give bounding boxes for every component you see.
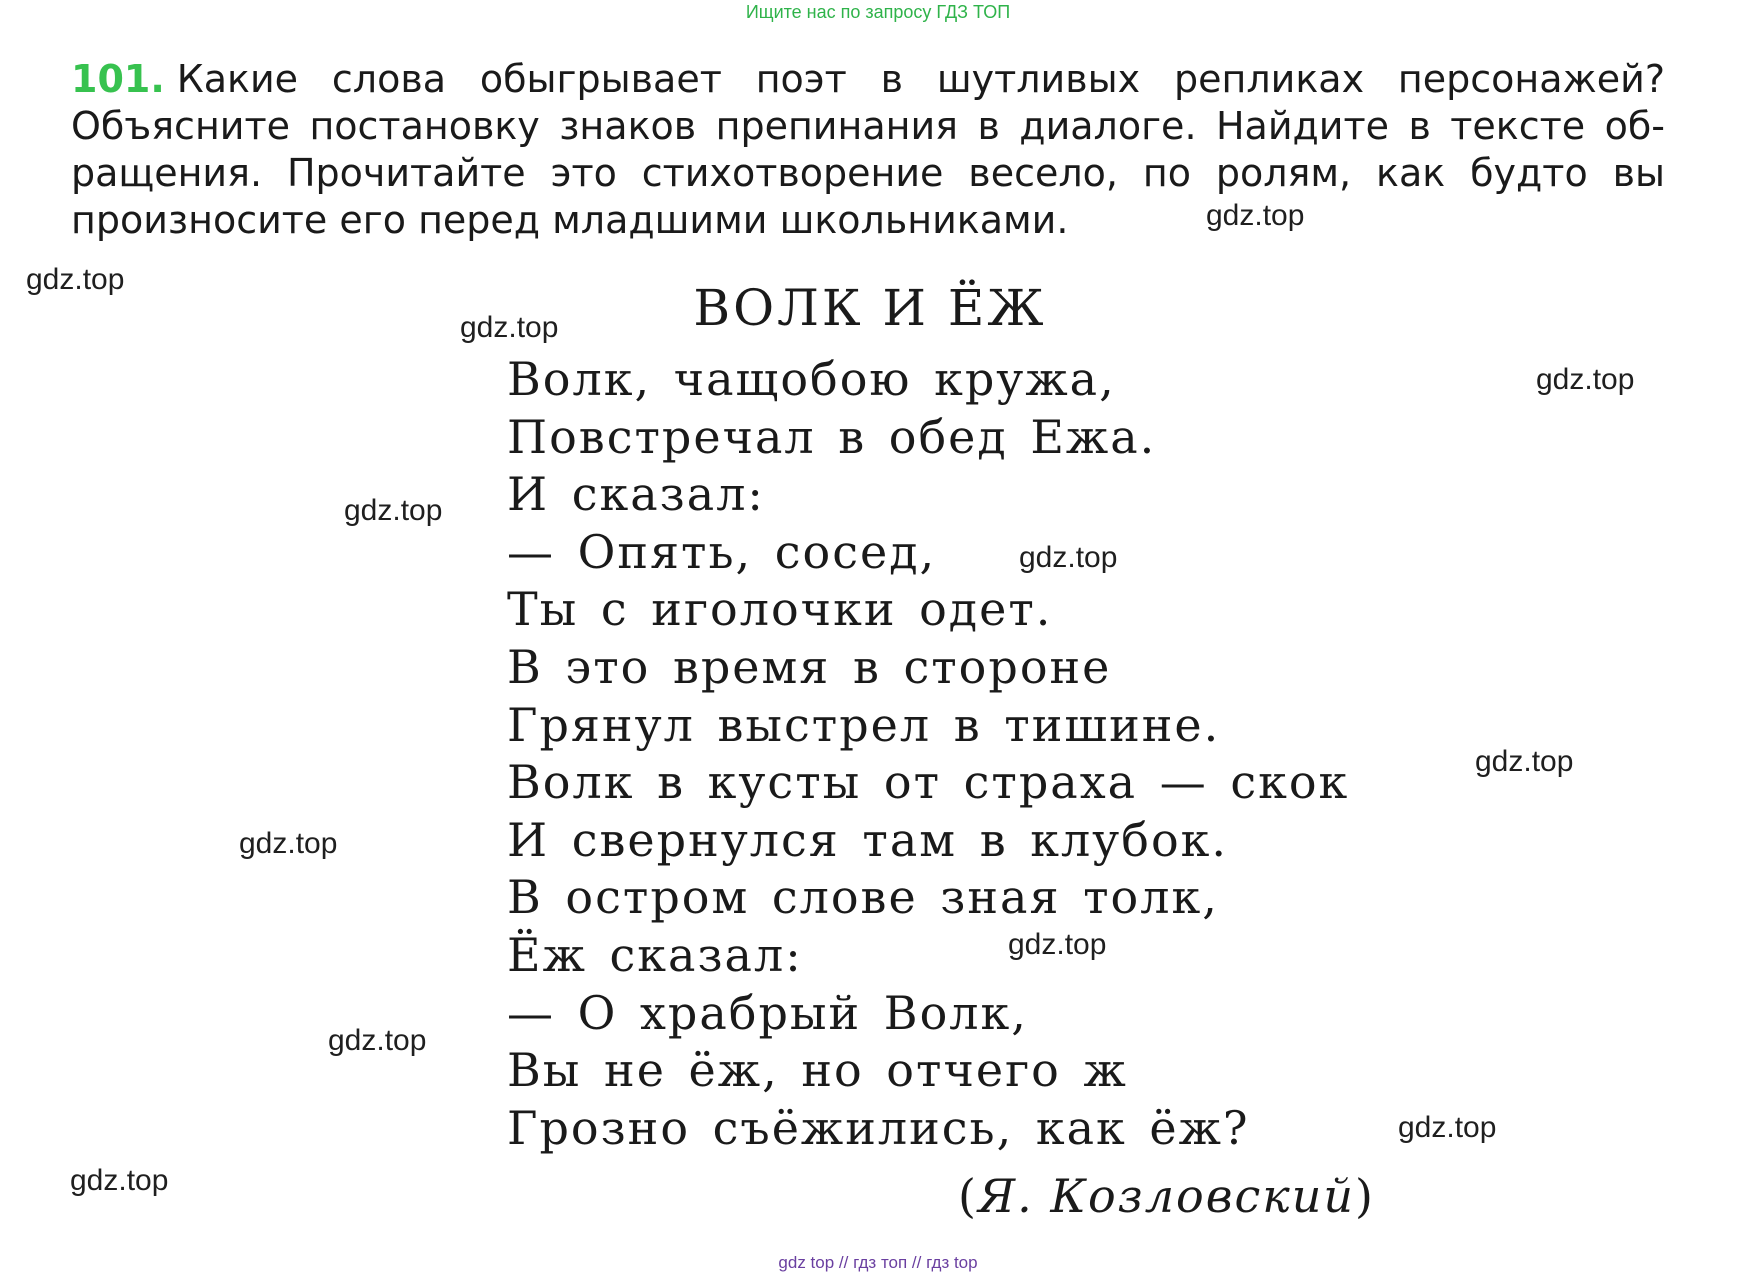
- watermark: gdz.top: [328, 1024, 427, 1057]
- watermark: gdz.top: [1206, 199, 1305, 232]
- poem-body: [507, 351, 1349, 1157]
- poem-line: Ты с иголочки одет.: [507, 582, 1053, 637]
- watermark: gdz.top: [1008, 928, 1107, 961]
- watermark: gdz.top: [1398, 1111, 1497, 1144]
- poem-line: — Опять, сосед,: [507, 524, 937, 579]
- top-banner: Ищите нас по запросу ГДЗ ТОП: [745, 2, 1011, 22]
- poem-line: В остром слове зная толк,: [507, 870, 1219, 925]
- poem-line: Волк, чащобою кружа,: [507, 352, 1116, 406]
- poem-line: Волк в кусты от страха — скок: [507, 755, 1350, 810]
- poem-line: В это время в стороне: [507, 639, 1112, 694]
- task-line-4: произносите его перед младшими школьниками.: [71, 198, 1069, 242]
- author-name: Я. Козловский: [977, 1169, 1355, 1223]
- watermark: gdz.top: [1019, 541, 1118, 574]
- poem-line: Ёж сказал:: [507, 927, 803, 982]
- poem-line: Грянул выстрел в тишине.: [507, 697, 1221, 752]
- watermark: gdz.top: [239, 827, 338, 860]
- poem-title: ВОЛК И ЁЖ: [693, 279, 1047, 337]
- task-line-1: [71, 56, 1665, 103]
- task-text: [71, 56, 1665, 244]
- poem-line: — О храбрый Волк,: [507, 985, 1028, 1040]
- task-line-3: ращения. Прочитайте это стихотворение весело, по ролям, как будто вы: [71, 151, 1665, 195]
- poem-line: Повстречал в обед Ежа.: [507, 409, 1157, 464]
- watermark: gdz.top: [1536, 363, 1635, 396]
- watermark: gdz.top: [26, 263, 125, 296]
- watermark: gdz.top: [70, 1164, 169, 1197]
- author-paren-open: (: [958, 1169, 978, 1223]
- watermark: gdz.top: [1475, 745, 1574, 778]
- task-line-2: Объясните постановку знаков препинания в диалоге. Найдите в тексте об-: [71, 104, 1665, 148]
- poem-line: Грозно съёжились, как ёж?: [507, 1100, 1250, 1155]
- poem-line: И сказал:: [507, 467, 765, 522]
- poem-line: И свернулся там в клубок.: [507, 812, 1229, 867]
- poem-line: Вы не ёж, но отчего ж: [507, 1043, 1128, 1098]
- author-paren-close: ): [1354, 1169, 1375, 1223]
- task-number: 101.: [71, 57, 165, 101]
- watermark: gdz.top: [344, 494, 443, 527]
- watermark: gdz.top: [460, 311, 559, 344]
- footer-links: gdz top // гдз топ // гдз top: [778, 1253, 978, 1272]
- poem-author: [958, 1168, 1375, 1224]
- task-line-1-text: Какие слова обыгрывает поэт в шутливых репликах персонажей?: [176, 57, 1665, 101]
